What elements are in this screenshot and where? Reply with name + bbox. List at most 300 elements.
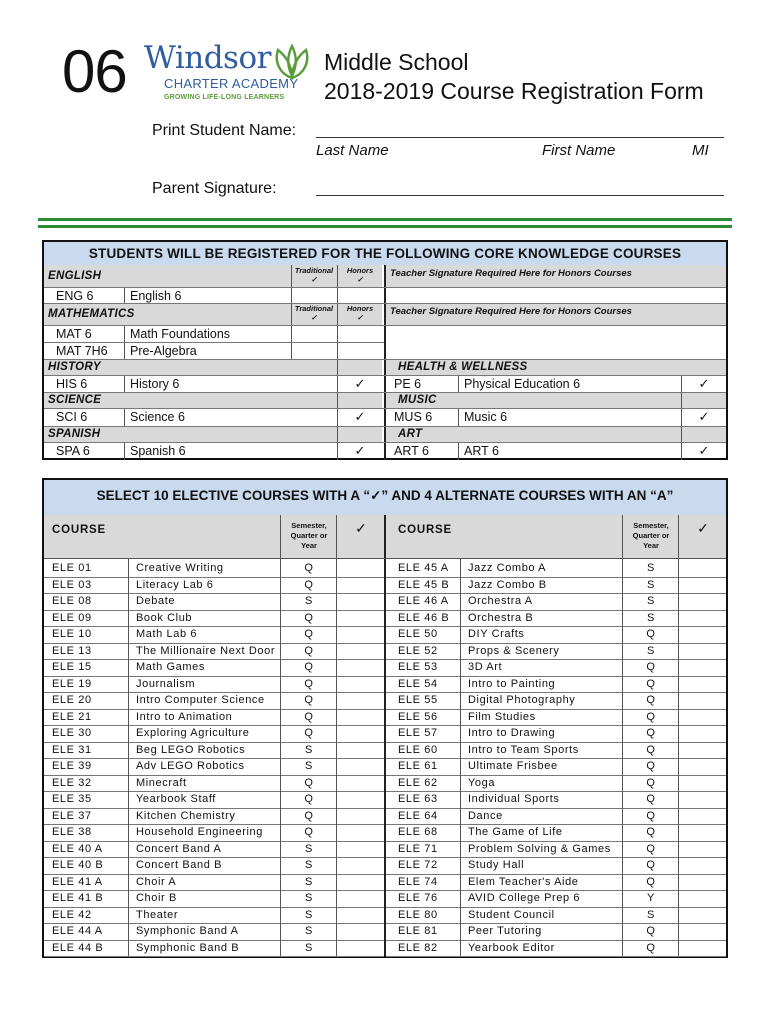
course-code: ELE 09 xyxy=(52,611,92,624)
course-name: The Game of Life xyxy=(468,826,563,838)
course-select-box[interactable] xyxy=(680,577,726,594)
course-term: Q xyxy=(304,809,314,822)
math-label: MATHEMATICS xyxy=(44,303,382,325)
course-name: Dance xyxy=(468,809,503,822)
course-name: Choir B xyxy=(136,892,177,904)
course-code: ELE 08 xyxy=(52,595,92,607)
term-column-header: Semester, Quarter or Year xyxy=(632,521,670,550)
course-name: Yoga xyxy=(468,776,496,789)
course-term: S xyxy=(305,760,313,772)
course-code: ELE 82 xyxy=(398,941,438,954)
course-select-box[interactable] xyxy=(338,857,384,874)
course-code: ELE 41 A xyxy=(52,875,103,888)
course-name: Intro to Animation xyxy=(136,710,233,723)
math-teacher-signature-field[interactable] xyxy=(386,326,726,359)
course-select-box[interactable] xyxy=(338,610,384,627)
course-name: Jazz Combo B xyxy=(468,578,547,591)
course-code: ELE 81 xyxy=(398,925,438,937)
course-name: Digital Photography xyxy=(468,694,576,706)
art-label: ART xyxy=(386,426,726,442)
course-code: ELE 46 B xyxy=(398,611,450,624)
grid-line xyxy=(622,515,623,558)
spanish-code: SPA 6 xyxy=(56,444,90,458)
course-select-box[interactable] xyxy=(338,560,384,577)
course-name: Book Club xyxy=(136,611,193,624)
english-label: ENGLISH xyxy=(44,265,382,287)
grid-line xyxy=(44,342,384,343)
history-name: History 6 xyxy=(130,377,180,391)
course-select-box[interactable] xyxy=(680,692,726,709)
course-code: ELE 40 B xyxy=(52,859,104,871)
course-term: Q xyxy=(304,727,314,739)
music-label: MUSIC xyxy=(386,392,726,408)
course-select-box[interactable] xyxy=(338,758,384,775)
course-select-box[interactable] xyxy=(338,593,384,610)
course-select-box[interactable] xyxy=(680,610,726,627)
grid-line xyxy=(44,359,726,360)
course-name: Jazz Combo A xyxy=(468,562,547,574)
course-term: Q xyxy=(646,727,656,739)
honors-note: Teacher Signature Required Here for Honors Courses xyxy=(386,303,726,325)
course-code: ELE 01 xyxy=(52,562,92,574)
prealgebra-honors-box[interactable] xyxy=(338,343,382,359)
course-term: Q xyxy=(304,710,314,723)
course-select-box[interactable] xyxy=(680,808,726,825)
course-code: ELE 42 xyxy=(52,908,92,921)
divider xyxy=(38,225,732,228)
course-name: Study Hall xyxy=(468,859,525,871)
course-code: ELE 64 xyxy=(398,809,438,822)
course-code: ELE 54 xyxy=(398,677,438,690)
course-term: S xyxy=(305,892,313,904)
core-courses-table xyxy=(42,240,728,460)
course-term: S xyxy=(647,562,655,574)
course-name: Yearbook Editor xyxy=(468,941,555,954)
honors-note: Teacher Signature Required Here for Honors Courses xyxy=(386,265,726,287)
course-name: Props & Scenery xyxy=(468,644,560,657)
course-term: S xyxy=(305,925,313,937)
course-select-box[interactable] xyxy=(680,907,726,924)
math-traditional-box[interactable] xyxy=(292,326,336,342)
grid-line xyxy=(337,265,338,460)
course-code: ELE 45 A xyxy=(398,562,449,574)
course-term: S xyxy=(305,875,313,888)
music-code: MUS 6 xyxy=(394,410,433,424)
grid-line xyxy=(124,408,125,426)
last-name-label: Last Name xyxy=(316,142,389,159)
course-name: Adv LEGO Robotics xyxy=(136,760,245,772)
science-name: Science 6 xyxy=(130,410,185,424)
course-term: Q xyxy=(304,644,314,657)
grid-line xyxy=(458,442,459,460)
prealgebra-traditional-box[interactable] xyxy=(292,343,336,359)
course-term: Q xyxy=(646,743,656,756)
grid-line xyxy=(678,558,679,956)
course-code: ELE 13 xyxy=(52,644,92,657)
course-term: S xyxy=(647,644,655,657)
form-number: 06 xyxy=(62,38,127,105)
traditional-header: Traditional ✓ xyxy=(292,304,336,324)
course-name: Debate xyxy=(136,595,176,607)
course-code: ELE 44 A xyxy=(52,925,103,937)
course-term: Q xyxy=(646,941,656,954)
course-select-box[interactable] xyxy=(338,626,384,643)
course-code: ELE 61 xyxy=(398,760,438,772)
course-term: Q xyxy=(304,578,314,591)
music-check: ✓ xyxy=(698,409,710,424)
course-code: ELE 68 xyxy=(398,826,438,838)
spanish-check: ✓ xyxy=(354,443,366,458)
grid-line xyxy=(460,558,461,956)
grid-line xyxy=(128,558,129,956)
math-name: Math Foundations xyxy=(130,327,231,341)
course-select-box[interactable] xyxy=(338,874,384,891)
course-term: Q xyxy=(646,925,656,937)
course-name: Symphonic Band A xyxy=(136,925,239,937)
grid-line xyxy=(44,442,726,443)
course-code: ELE 56 xyxy=(398,710,438,723)
course-select-box[interactable] xyxy=(680,857,726,874)
course-select-box[interactable] xyxy=(680,874,726,891)
course-code: ELE 80 xyxy=(398,908,438,921)
health-label: HEALTH & WELLNESS xyxy=(386,359,726,375)
logo-tagline: GROWING LIFE-LONG LEARNERS xyxy=(164,94,285,101)
grid-line xyxy=(44,392,726,393)
course-select-box[interactable] xyxy=(338,808,384,825)
grid-line xyxy=(124,287,125,303)
course-code: ELE 30 xyxy=(52,727,92,739)
grid-line xyxy=(458,375,459,392)
course-term: S xyxy=(305,908,313,921)
course-select-box[interactable] xyxy=(338,775,384,792)
course-select-box[interactable] xyxy=(338,676,384,693)
course-select-box[interactable] xyxy=(680,758,726,775)
student-name-label: Print Student Name: xyxy=(152,122,297,139)
course-name: Symphonic Band B xyxy=(136,941,240,954)
check-column-header: ✓ xyxy=(355,520,367,536)
course-code: ELE 37 xyxy=(52,809,92,822)
english-honors-box[interactable] xyxy=(338,288,382,304)
grid-line xyxy=(44,375,726,376)
course-term: Q xyxy=(304,677,314,690)
course-select-box[interactable] xyxy=(680,725,726,742)
english-teacher-signature-field[interactable] xyxy=(386,287,726,303)
student-name-field[interactable] xyxy=(316,137,724,138)
course-select-box[interactable] xyxy=(680,659,726,676)
course-code: ELE 72 xyxy=(398,859,438,871)
course-term: S xyxy=(305,743,313,756)
history-check: ✓ xyxy=(354,376,366,391)
course-select-box[interactable] xyxy=(680,593,726,610)
honors-header: Honors ✓ xyxy=(338,266,382,286)
course-select-box[interactable] xyxy=(680,824,726,841)
course-name: Concert Band A xyxy=(136,842,222,855)
course-name: Intro to Painting xyxy=(468,677,556,690)
course-code: ELE 50 xyxy=(398,628,438,640)
course-name: Exploring Agriculture xyxy=(136,727,250,739)
course-name: Household Engineering xyxy=(136,826,263,838)
course-code: ELE 20 xyxy=(52,694,92,706)
course-select-box[interactable] xyxy=(338,907,384,924)
column-divider xyxy=(384,265,386,460)
course-code: ELE 44 B xyxy=(52,941,104,954)
grid-line xyxy=(386,956,726,957)
course-code: ELE 62 xyxy=(398,776,438,789)
mi-label: MI xyxy=(692,142,709,159)
course-code: ELE 15 xyxy=(52,661,92,673)
elective-heading: SELECT 10 ELECTIVE COURSES WITH A “✓” AND 4 ALTERNATE COURSES WITH AN “A” xyxy=(44,480,726,515)
honors-header: Honors ✓ xyxy=(338,304,382,324)
course-term: Q xyxy=(646,694,656,706)
history-label: HISTORY xyxy=(44,359,382,375)
course-select-box[interactable] xyxy=(338,841,384,858)
math-code: MAT 6 xyxy=(56,327,92,341)
art-check: ✓ xyxy=(698,443,710,458)
course-code: ELE 74 xyxy=(398,875,438,888)
course-code: ELE 32 xyxy=(52,776,92,789)
course-name: Math Games xyxy=(136,661,205,673)
course-column-header: COURSE xyxy=(398,524,453,536)
course-code: ELE 38 xyxy=(52,826,92,838)
title-line-2: 2018-2019 Course Registration Form xyxy=(324,78,704,104)
history-code: HIS 6 xyxy=(56,377,88,391)
form-title xyxy=(324,48,704,106)
course-name: Creative Writing xyxy=(136,562,224,574)
course-select-box[interactable] xyxy=(338,643,384,660)
course-code: ELE 76 xyxy=(398,892,438,904)
grid-line xyxy=(291,265,292,359)
course-code: ELE 21 xyxy=(52,710,92,723)
course-term: Q xyxy=(646,875,656,888)
grid-line xyxy=(280,558,281,956)
course-name: Beg LEGO Robotics xyxy=(136,743,246,756)
course-name: Peer Tutoring xyxy=(468,925,542,937)
course-code: ELE 46 A xyxy=(398,595,449,607)
grid-line xyxy=(681,375,682,460)
first-name-label: First Name xyxy=(542,142,616,159)
course-select-box[interactable] xyxy=(680,841,726,858)
science-label: SCIENCE xyxy=(44,392,382,408)
math-code: MAT 7H6 xyxy=(56,344,108,358)
grid-line xyxy=(44,325,726,326)
grid-line xyxy=(124,375,125,392)
course-term: Q xyxy=(304,611,314,624)
course-term: S xyxy=(647,578,655,591)
course-code: ELE 63 xyxy=(398,793,438,805)
course-select-box[interactable] xyxy=(680,791,726,808)
grid-line xyxy=(44,408,726,409)
course-name: Elem Teacher's Aide xyxy=(468,875,579,888)
grid-line xyxy=(44,287,726,288)
course-term: S xyxy=(305,859,313,871)
term-column-header: Semester, Quarter or Year xyxy=(290,521,328,550)
course-code: ELE 45 B xyxy=(398,578,450,591)
course-term: Q xyxy=(646,842,656,855)
math-honors-box[interactable] xyxy=(338,326,382,342)
course-select-box[interactable] xyxy=(338,890,384,907)
course-select-box[interactable] xyxy=(338,940,384,957)
science-check: ✓ xyxy=(354,409,366,424)
leaf-icon xyxy=(270,44,314,80)
course-name: The Millionaire Next Door xyxy=(136,644,276,657)
course-term: Q xyxy=(304,661,314,673)
elective-courses-table xyxy=(42,478,728,958)
course-name: Choir A xyxy=(136,875,177,888)
course-name: Student Council xyxy=(468,908,555,921)
course-select-box[interactable] xyxy=(338,709,384,726)
course-name: Literacy Lab 6 xyxy=(136,578,214,591)
course-code: ELE 55 xyxy=(398,694,438,706)
course-term: Q xyxy=(304,776,314,789)
grid-line xyxy=(44,426,726,427)
grid-line xyxy=(336,515,337,558)
course-select-box[interactable] xyxy=(680,775,726,792)
course-name: Minecraft xyxy=(136,776,187,789)
course-select-box[interactable] xyxy=(338,725,384,742)
course-term: Q xyxy=(646,826,656,838)
course-term: Q xyxy=(646,776,656,789)
school-logo xyxy=(142,42,314,108)
english-code: ENG 6 xyxy=(56,289,94,303)
grid-line xyxy=(124,442,125,460)
course-name: Ultimate Frisbee xyxy=(468,760,558,772)
title-line-1: Middle School xyxy=(324,49,469,75)
course-term: Q xyxy=(646,628,656,640)
course-term: Q xyxy=(304,826,314,838)
course-term: Q xyxy=(304,793,314,805)
english-traditional-box[interactable] xyxy=(292,288,336,304)
grid-line xyxy=(280,515,281,558)
course-name: Orchestra A xyxy=(468,595,533,607)
parent-signature-field[interactable] xyxy=(316,195,724,196)
course-select-box[interactable] xyxy=(680,742,726,759)
course-code: ELE 03 xyxy=(52,578,92,591)
course-name: Intro to Team Sports xyxy=(468,743,579,756)
course-code: ELE 40 A xyxy=(52,842,103,855)
course-select-box[interactable] xyxy=(680,643,726,660)
spanish-label: SPANISH xyxy=(44,426,382,442)
course-select-box[interactable] xyxy=(338,824,384,841)
course-select-box[interactable] xyxy=(338,923,384,940)
course-term: Q xyxy=(646,677,656,690)
course-term: Q xyxy=(646,661,656,673)
course-term: Q xyxy=(646,710,656,723)
course-code: ELE 52 xyxy=(398,644,438,657)
art-code: ART 6 xyxy=(394,444,429,458)
course-code: ELE 53 xyxy=(398,661,438,673)
grid-line xyxy=(622,558,623,956)
course-select-box[interactable] xyxy=(680,709,726,726)
course-code: ELE 71 xyxy=(398,842,438,855)
course-term: S xyxy=(305,941,313,954)
course-code: ELE 31 xyxy=(52,743,92,756)
science-code: SCI 6 xyxy=(56,410,88,424)
course-select-box[interactable] xyxy=(680,940,726,957)
spanish-name: Spanish 6 xyxy=(130,444,186,458)
logo-name: Windsor xyxy=(144,40,271,76)
course-code: ELE 35 xyxy=(52,793,92,805)
course-select-box[interactable] xyxy=(680,676,726,693)
grid-line xyxy=(458,408,459,426)
course-term: Q xyxy=(646,760,656,772)
course-name: AVID College Prep 6 xyxy=(468,892,581,904)
divider xyxy=(38,218,732,221)
health-name: Physical Education 6 xyxy=(464,377,581,391)
grid-line xyxy=(678,515,679,558)
course-select-box[interactable] xyxy=(338,742,384,759)
course-term: Y xyxy=(647,892,655,904)
course-term: S xyxy=(647,595,655,607)
course-term: Q xyxy=(646,793,656,805)
course-term: Q xyxy=(304,562,314,574)
art-name: ART 6 xyxy=(464,444,499,458)
course-select-box[interactable] xyxy=(680,560,726,577)
course-code: ELE 60 xyxy=(398,743,438,756)
course-code: ELE 57 xyxy=(398,727,438,739)
parent-signature-label: Parent Signature: xyxy=(152,180,277,197)
course-name: Individual Sports xyxy=(468,793,560,805)
course-select-box[interactable] xyxy=(680,890,726,907)
course-select-box[interactable] xyxy=(338,577,384,594)
course-name: Problem Solving & Games xyxy=(468,842,611,855)
course-term: Q xyxy=(646,859,656,871)
course-name: Math Lab 6 xyxy=(136,628,198,640)
health-check: ✓ xyxy=(698,376,710,391)
logo-subtitle: CHARTER ACADEMY xyxy=(164,76,299,91)
course-name: Concert Band B xyxy=(136,859,223,871)
course-name: DIY Crafts xyxy=(468,628,525,640)
course-name: Intro Computer Science xyxy=(136,694,265,706)
course-name: Orchestra B xyxy=(468,611,534,624)
english-name: English 6 xyxy=(130,289,182,303)
music-name: Music 6 xyxy=(464,410,508,424)
course-code: ELE 19 xyxy=(52,677,92,690)
course-code: ELE 39 xyxy=(52,760,92,772)
course-code: ELE 41 B xyxy=(52,892,104,904)
course-name: Film Studies xyxy=(468,710,536,723)
course-term: S xyxy=(647,611,655,624)
course-code: ELE 10 xyxy=(52,628,92,640)
course-select-box[interactable] xyxy=(338,659,384,676)
traditional-header: Traditional ✓ xyxy=(292,266,336,286)
health-code: PE 6 xyxy=(394,377,422,391)
course-name: Yearbook Staff xyxy=(136,793,216,805)
core-heading: STUDENTS WILL BE REGISTERED FOR THE FOLLOWING CORE KNOWLEDGE COURSES xyxy=(44,242,726,265)
course-name: Kitchen Chemistry xyxy=(136,809,236,822)
check-column-header: ✓ xyxy=(697,520,709,536)
course-term: S xyxy=(647,908,655,921)
grid-line xyxy=(336,558,337,956)
course-term: S xyxy=(305,842,313,855)
course-select-box[interactable] xyxy=(338,692,384,709)
grid-line xyxy=(44,303,726,304)
course-select-box[interactable] xyxy=(680,626,726,643)
course-term: Q xyxy=(304,694,314,706)
course-term: Q xyxy=(304,628,314,640)
grid-line xyxy=(44,558,726,559)
course-name: Theater xyxy=(136,908,179,921)
course-term: S xyxy=(305,595,313,607)
math-name: Pre-Algebra xyxy=(130,344,197,358)
course-select-box[interactable] xyxy=(680,923,726,940)
course-name: Intro to Drawing xyxy=(468,727,556,739)
course-select-box[interactable] xyxy=(338,791,384,808)
grid-line xyxy=(44,956,384,957)
course-name: 3D Art xyxy=(468,661,503,673)
course-name: Journalism xyxy=(136,677,196,690)
course-term: Q xyxy=(646,809,656,822)
course-column-header: COURSE xyxy=(52,524,107,536)
